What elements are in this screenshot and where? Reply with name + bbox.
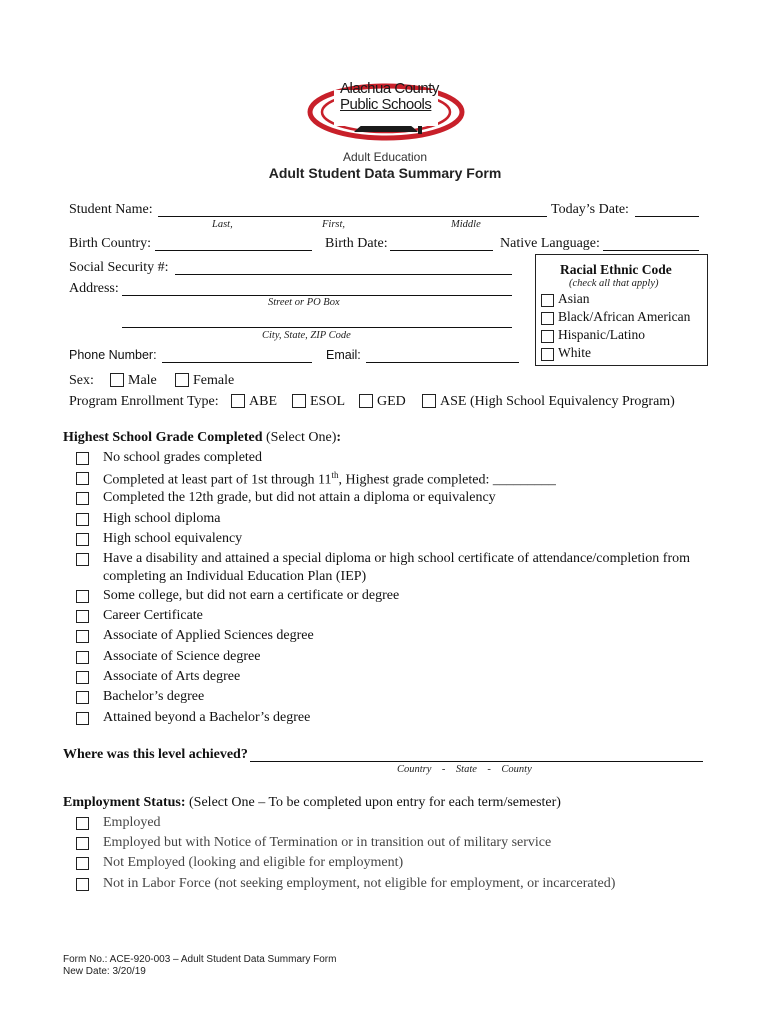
grade-checkbox[interactable]	[76, 452, 89, 465]
grade-option-label: Career Certificate	[103, 608, 203, 623]
employment-label: Employment Status:	[63, 795, 186, 810]
address-city-field[interactable]	[122, 327, 512, 328]
birth-date-label: Birth Date:	[325, 236, 388, 251]
employment-checkbox[interactable]	[76, 837, 89, 850]
grade-checkbox[interactable]	[76, 630, 89, 643]
email-field[interactable]	[366, 362, 519, 363]
grade-option-label: Associate of Arts degree	[103, 669, 241, 684]
grade-option-label: Associate of Science degree	[103, 649, 261, 664]
sex-checkbox-female[interactable]	[175, 373, 189, 387]
city-hint: City, State, ZIP Code	[262, 330, 351, 341]
district-logo	[306, 82, 466, 144]
page-title: Adult Student Data Summary Form	[268, 165, 502, 181]
achieved-field[interactable]	[250, 761, 703, 762]
grade-checkbox[interactable]	[76, 513, 89, 526]
grade-checkbox[interactable]	[76, 533, 89, 546]
logo-line-2: Public Schools	[340, 96, 432, 113]
grade-checkbox[interactable]	[76, 492, 89, 505]
street-hint: Street or PO Box	[268, 297, 340, 308]
email-label: Email:	[326, 348, 361, 362]
race-checkbox-asian[interactable]	[541, 294, 554, 307]
grade-checkbox[interactable]	[76, 712, 89, 725]
program-label-ase: ASE (High School Equivalency Program)	[440, 394, 675, 409]
grade-checkbox[interactable]	[76, 590, 89, 603]
achieved-hint: Country - State - County	[397, 764, 532, 775]
program-label-esol: ESOL	[310, 394, 345, 409]
grade-option-label: High school diploma	[103, 511, 221, 526]
address-street-field[interactable]	[122, 295, 512, 296]
race-checkbox-white[interactable]	[541, 348, 554, 361]
program-label-ged: GED	[377, 394, 406, 409]
grade-option-1-sup: th	[331, 470, 339, 480]
footer-new-date: New Date: 3/20/19	[63, 966, 146, 977]
address-label: Address:	[69, 281, 119, 296]
race-label-hispanic: Hispanic/Latino	[558, 327, 645, 342]
phone-label: Phone Number:	[69, 348, 157, 362]
program-checkbox-ged[interactable]	[359, 394, 373, 408]
grade-checkbox[interactable]	[76, 553, 89, 566]
student-name-field[interactable]	[158, 216, 547, 217]
name-hint-middle: Middle	[451, 219, 481, 230]
employment-checkbox[interactable]	[76, 817, 89, 830]
employment-heading	[63, 795, 561, 811]
sex-label: Sex:	[69, 373, 94, 388]
footer-form-number: Form No.: ACE-920-003 – Adult Student Data Summary Form	[63, 954, 337, 965]
grade-heading-text: Highest School Grade Completed	[63, 430, 263, 445]
grade-option-label-line2: completing an Individual Education Plan (IEP)	[103, 569, 367, 584]
grade-heading-colon: :	[336, 430, 342, 445]
race-hint: (check all that apply)	[569, 278, 659, 289]
birth-date-field[interactable]	[390, 250, 493, 251]
employment-option-label: Employed	[103, 815, 161, 830]
sex-label-female: Female	[193, 373, 235, 388]
ssn-label: Social Security #:	[69, 260, 169, 275]
grade-option-label: Attained beyond a Bachelor’s degree	[103, 710, 311, 725]
racial-ethnic-code-box	[535, 254, 708, 366]
race-label-black: Black/African American	[558, 309, 691, 324]
name-hint-last: Last,	[212, 219, 233, 230]
todays-date-label: Today’s Date:	[551, 202, 629, 217]
employment-checkbox[interactable]	[76, 878, 89, 891]
employment-option-label: Employed but with Notice of Termination or in transition out of military service	[103, 835, 552, 850]
birth-country-label: Birth Country:	[69, 236, 152, 251]
phone-field[interactable]	[162, 362, 312, 363]
race-label-white: White	[558, 345, 591, 360]
program-label: Program Enrollment Type:	[69, 394, 219, 409]
grade-option-label: Completed the 12th grade, but did not attain a diploma or equivalency	[103, 490, 496, 505]
name-hint-first: First,	[322, 219, 346, 230]
grade-option-1-text: Completed at least part of 1st through 11	[103, 472, 332, 488]
race-checkbox-hispanic[interactable]	[541, 330, 554, 343]
native-language-label: Native Language:	[500, 236, 600, 251]
grade-checkbox[interactable]	[76, 691, 89, 704]
grade-option-label	[103, 470, 556, 489]
sex-label-male: Male	[128, 373, 157, 388]
ssn-field[interactable]	[175, 274, 512, 275]
program-label-abe: ABE	[249, 394, 277, 409]
program-checkbox-abe[interactable]	[231, 394, 245, 408]
todays-date-field[interactable]	[635, 216, 699, 217]
grade-option-label: High school equivalency	[103, 531, 243, 546]
grade-option-label: Associate of Applied Sciences degree	[103, 628, 314, 643]
birth-country-field[interactable]	[155, 250, 312, 251]
student-name-label: Student Name:	[69, 202, 153, 217]
grade-option-label: No school grades completed	[103, 450, 263, 465]
grade-option-label: Have a disability and attained a special diploma or high school certificate of attendance/completion from	[103, 551, 691, 566]
grade-heading-suffix: (Select One)	[266, 430, 337, 445]
grade-checkbox[interactable]	[76, 610, 89, 623]
native-language-field[interactable]	[603, 250, 699, 251]
grade-option-1-tail: , Highest grade completed: _________	[338, 472, 556, 488]
race-label-asian: Asian	[558, 291, 590, 306]
grade-option-label: Bachelor’s degree	[103, 689, 205, 704]
employment-checkbox[interactable]	[76, 857, 89, 870]
employment-option-label: Not Employed (looking and eligible for employment)	[103, 855, 404, 870]
program-checkbox-ase[interactable]	[422, 394, 436, 408]
program-checkbox-esol[interactable]	[292, 394, 306, 408]
race-checkbox-black[interactable]	[541, 312, 554, 325]
race-title: Racial Ethnic Code	[560, 262, 672, 277]
grade-checkbox[interactable]	[76, 472, 89, 485]
sex-checkbox-male[interactable]	[110, 373, 124, 387]
grade-checkbox[interactable]	[76, 671, 89, 684]
achieved-label: Where was this level achieved?	[63, 747, 248, 762]
grade-checkbox[interactable]	[76, 651, 89, 664]
employment-suffix: (Select One – To be completed upon entry for each term/semester)	[189, 795, 561, 810]
department-label: Adult Education	[342, 150, 428, 164]
logo-line-1: Alachua County	[340, 80, 439, 97]
grade-option-label: Some college, but did not earn a certificate or degree	[103, 588, 400, 603]
employment-option-label: Not in Labor Force (not seeking employment, not eligible for employment, or incarcerated)	[103, 876, 616, 891]
grade-heading	[63, 430, 341, 446]
